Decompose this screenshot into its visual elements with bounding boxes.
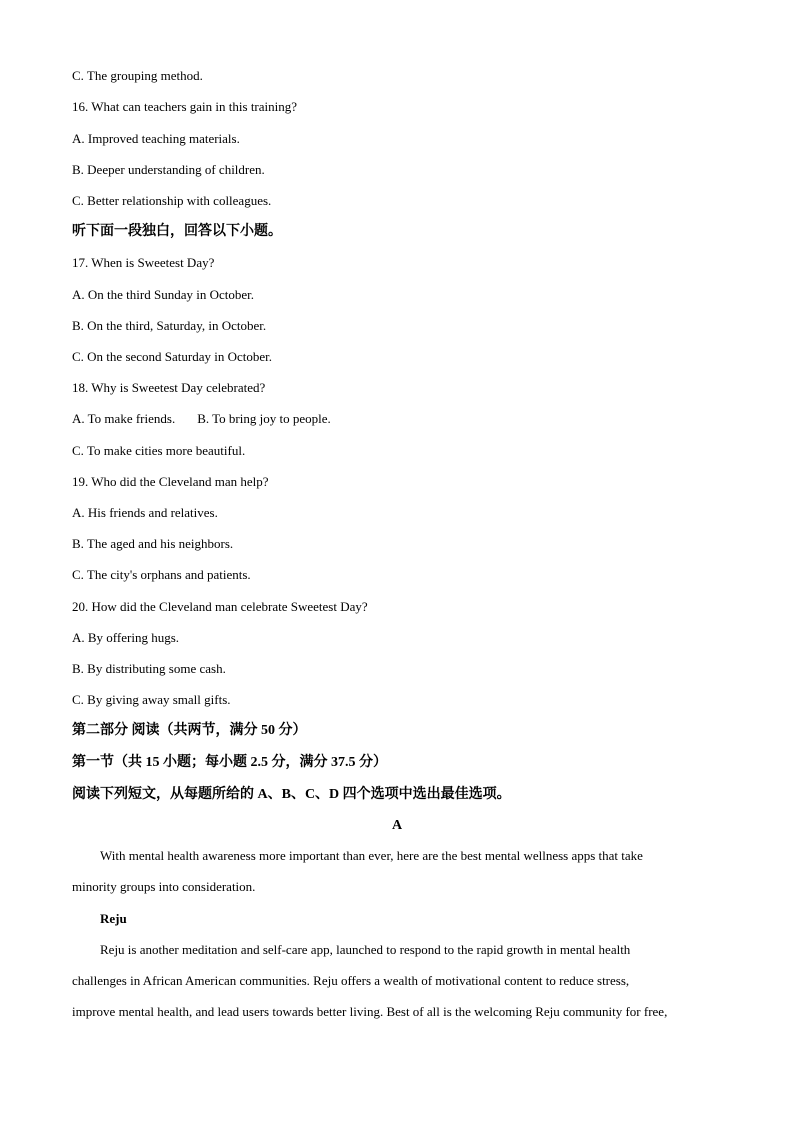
- option-19c: C. The city's orphans and patients.: [72, 567, 251, 582]
- passage-label: A: [391, 818, 403, 833]
- option-20c: C. By giving away small gifts.: [72, 692, 231, 707]
- option-18b: B. To bring joy to people.: [197, 411, 331, 426]
- part-two-heading: 第二部分 阅读（共两节，满分 50 分）: [72, 723, 307, 738]
- option-17b: B. On the third, Saturday, in October.: [72, 318, 267, 333]
- section-one-heading: 第一节（共 15 小题；每小题 2.5 分，满分 37.5 分）: [72, 755, 387, 770]
- question-16: 16. What can teachers gain in this training?: [72, 99, 298, 114]
- option-17c: C. On the second Saturday in October.: [72, 349, 273, 364]
- option-16b: B. Deeper understanding of children.: [72, 162, 265, 177]
- option-20a: A. By offering hugs.: [72, 630, 180, 645]
- question-18: 18. Why is Sweetest Day celebrated?: [72, 380, 266, 395]
- option-16c: C. Better relationship with colleagues.: [72, 193, 272, 208]
- option-18a: A. To make friends.: [72, 411, 176, 426]
- app-name-heading: Reju: [100, 911, 127, 926]
- option-20b: B. By distributing some cash.: [72, 661, 226, 676]
- option-19a: A. His friends and relatives.: [72, 505, 218, 520]
- reading-instruction: 阅读下列短文，从每题所给的 A、B、C、D 四个选项中选出最佳选项。: [72, 787, 511, 802]
- passage-paragraph-2-line-3: improve mental health, and lead users towards better living. Best of all is the welcoming Reju community for free,: [72, 1004, 668, 1019]
- option-15c: C. The grouping method.: [72, 68, 203, 83]
- option-19b: B. The aged and his neighbors.: [72, 536, 234, 551]
- passage-paragraph-1-line-2: minority groups into consideration.: [72, 879, 256, 894]
- passage-paragraph-2-line-2: challenges in African American communities. Reju offers a wealth of motivational content to reduce stress,: [72, 973, 630, 988]
- question-20: 20. How did the Cleveland man celebrate Sweetest Day?: [72, 599, 368, 614]
- options-18ab: [72, 411, 331, 427]
- passage-paragraph-2-line-1: Reju is another meditation and self-care app, launched to respond to the rapid growth in mental health: [100, 942, 631, 957]
- option-18c: C. To make cities more beautiful.: [72, 443, 246, 458]
- passage-paragraph-1-line-1: With mental health awareness more important than ever, here are the best mental wellness apps that take: [100, 848, 643, 863]
- option-17a: A. On the third Sunday in October.: [72, 287, 254, 302]
- question-17: 17. When is Sweetest Day?: [72, 255, 215, 270]
- section-instruction-monologue: 听下面一段独白，回答以下小题。: [72, 224, 282, 239]
- option-16a: A. Improved teaching materials.: [72, 131, 240, 146]
- question-19: 19. Who did the Cleveland man help?: [72, 474, 269, 489]
